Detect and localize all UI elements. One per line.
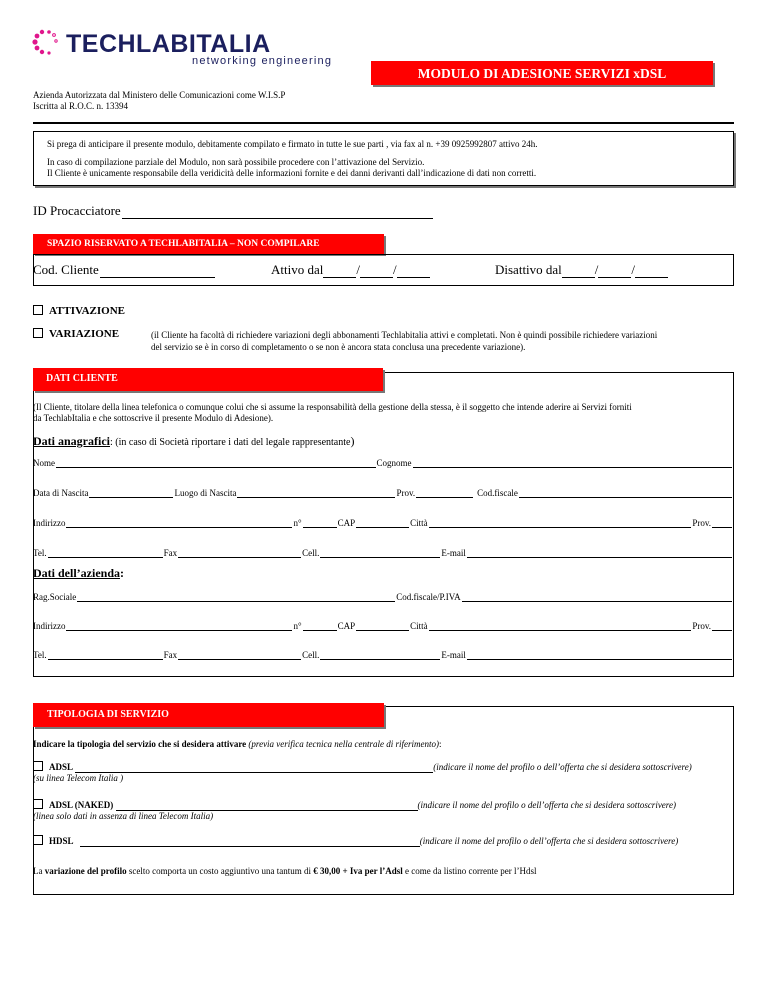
citta-label: Città xyxy=(410,518,428,528)
rag-sociale-row xyxy=(33,592,733,602)
attivo-dal-row xyxy=(271,262,430,278)
footer-text: e come da listino corrente per l’Hdsl xyxy=(402,866,537,876)
notice-box xyxy=(33,131,734,186)
nome-field[interactable] xyxy=(56,458,376,468)
azienda-heading xyxy=(33,566,124,581)
variazione-cost-note xyxy=(33,866,536,877)
notice-line: Il Cliente è unicamente responsabile della veridicità delle informazioni fornite e dei danni derivanti dall’indicazione di dati non corretti. xyxy=(47,168,537,178)
form-title: MODULO DI ADESIONE SERVIZI xDSL xyxy=(371,61,713,85)
attivazione-label: ATTIVAZIONE xyxy=(49,305,126,317)
date-slash: / xyxy=(356,262,360,277)
cf-piva-label: Cod.fiscale/P.IVA xyxy=(396,592,461,602)
adsl-label: ADSL xyxy=(49,762,74,772)
anagrafici-close: ) xyxy=(350,434,355,448)
hdsl-profile-field[interactable] xyxy=(80,837,420,847)
attivo-year-field[interactable] xyxy=(397,265,430,278)
cod-fiscale-label: Cod.fiscale xyxy=(477,488,518,498)
date-slash: / xyxy=(594,262,599,277)
brand-name: TECHLABITALIA xyxy=(66,30,271,58)
tipologia-intro-bold: Indicare la tipologia del servizio che si desidera attivare xyxy=(33,739,247,749)
attivo-month-field[interactable] xyxy=(360,265,393,278)
cod-cliente-row xyxy=(33,262,215,278)
nascita-row xyxy=(33,488,733,498)
prov-field[interactable] xyxy=(416,488,473,498)
reserved-banner: SPAZIO RISERVATO A TECHLABITALIA – NON COMPILARE xyxy=(33,234,384,254)
fax-field[interactable] xyxy=(178,548,301,558)
numero-label: n° xyxy=(293,518,302,528)
indirizzo-field[interactable] xyxy=(66,621,292,631)
adsl-naked-label: ADSL (NAKED) xyxy=(49,800,114,810)
cap-label: CAP xyxy=(337,518,356,528)
adsl-naked-hint: (indicare il nome del profilo o dell’offerta che si desidera sottoscrivere) xyxy=(417,800,676,810)
disattivo-day-field[interactable] xyxy=(562,265,595,278)
disattivo-year-field[interactable] xyxy=(635,265,668,278)
cell-field[interactable] xyxy=(320,650,440,660)
checkbox-icon[interactable] xyxy=(33,799,43,809)
variazione-note: del servizio se è in corso di completamento o se non è ancora stata conclusa una precedente variazione). xyxy=(151,342,526,352)
checkbox-icon[interactable] xyxy=(33,835,43,845)
dati-cliente-intro: da TechlabItalia e che sottoscrive il presente Modulo di Adesione). xyxy=(33,413,274,423)
indirizzo-field[interactable] xyxy=(66,518,292,528)
cognome-field[interactable] xyxy=(413,458,733,468)
fax-label: Fax xyxy=(163,548,178,558)
attivo-dal-label: Attivo dal xyxy=(271,262,324,277)
azienda-colon: : xyxy=(120,566,124,580)
disattivo-month-field[interactable] xyxy=(598,265,631,278)
email-label: E-mail xyxy=(441,548,466,558)
contatti-azienda-row xyxy=(33,650,733,660)
logo-dots-icon xyxy=(32,28,66,58)
hdsl-option[interactable] xyxy=(33,835,678,847)
adsl-profile-field[interactable] xyxy=(75,763,433,773)
data-nascita-label: Data di Nascita xyxy=(33,488,89,498)
adsl-naked-option[interactable] xyxy=(33,799,676,811)
numero-label: n° xyxy=(293,621,302,631)
citta-field[interactable] xyxy=(429,518,692,528)
tipologia-banner: TIPOLOGIA DI SERVIZIO xyxy=(33,703,384,727)
email-label: E-mail xyxy=(441,650,466,660)
prov-field[interactable] xyxy=(712,518,732,528)
numero-field[interactable] xyxy=(303,518,337,528)
data-nascita-field[interactable] xyxy=(89,488,173,498)
notice-line: Si prega di anticipare il presente modulo, debitamente compilato e firmato in tutte le sue parti , via fax al n. +39 0925992807 attivo 24h. xyxy=(47,139,538,149)
tel-field[interactable] xyxy=(48,548,163,558)
indirizzo-label: Indirizzo xyxy=(33,621,66,631)
tipologia-intro-end: : xyxy=(439,739,442,749)
checkbox-icon[interactable] xyxy=(33,761,43,771)
disattivo-dal-row xyxy=(495,262,668,278)
nome-row xyxy=(33,458,733,468)
notice-line: In caso di compilazione parziale del Modulo, non sarà possibile procedere con l’attivazione del Servizio. xyxy=(47,157,425,167)
tel-label: Tel. xyxy=(33,650,47,660)
footer-text: scelto comporta un costo aggiuntivo una tantum di xyxy=(126,866,314,876)
prov-field[interactable] xyxy=(712,621,732,631)
cf-piva-field[interactable] xyxy=(462,592,732,602)
cod-cliente-field[interactable] xyxy=(100,265,215,278)
cell-label: Cell. xyxy=(302,548,320,558)
indirizzo-row xyxy=(33,518,733,528)
rag-sociale-label: Rag.Sociale xyxy=(33,592,77,602)
tipologia-intro-italic: (previa verifica tecnica nella centrale di riferimento) xyxy=(248,739,440,749)
footer-text: La xyxy=(33,866,45,876)
id-procacciatore-row xyxy=(33,203,433,219)
hdsl-label: HDSL xyxy=(49,836,74,846)
roc-registration: Iscritta al R.O.C. n. 13394 xyxy=(33,101,128,111)
azienda-title: Dati dell’azienda xyxy=(33,566,120,580)
dati-cliente-intro: (Il Cliente, titolare della linea telefonica o comunque colui che si assume la responsabilità della gestione della stessa, è il soggetto che intende aderire ai Servizi forniti xyxy=(33,402,632,412)
header-divider xyxy=(33,122,734,124)
disattivo-dal-label: Disattivo dal xyxy=(495,262,562,277)
adsl-sub: (su linea Telecom Italia ) xyxy=(33,773,124,783)
adsl-naked-sub: (linea solo dati in assenza di linea Telecom Italia) xyxy=(33,811,214,821)
date-slash: / xyxy=(631,262,636,277)
contatti-row xyxy=(33,548,733,558)
cod-cliente-label: Cod. Cliente xyxy=(33,262,99,277)
brand-tagline: networking engineering xyxy=(192,55,333,67)
cod-fiscale-field[interactable] xyxy=(519,488,732,498)
indirizzo-azienda-row xyxy=(33,621,733,631)
email-field[interactable] xyxy=(467,650,732,660)
id-procacciatore-field[interactable] xyxy=(122,206,433,219)
cap-field[interactable] xyxy=(356,621,409,631)
footer-price: € 30,00 + Iva per l’Adsl xyxy=(313,866,403,876)
dati-cliente-banner: DATI CLIENTE xyxy=(33,368,383,391)
nome-label: Nome xyxy=(33,458,55,468)
cognome-label: Cognome xyxy=(376,458,412,468)
email-field[interactable] xyxy=(467,548,732,558)
cell-field[interactable] xyxy=(320,548,440,558)
adsl-naked-profile-field[interactable] xyxy=(116,801,418,811)
tel-label: Tel. xyxy=(33,548,47,558)
fax-field[interactable] xyxy=(178,650,301,660)
rag-sociale-field[interactable] xyxy=(77,592,395,602)
anagrafici-title: Dati anagrafici xyxy=(33,434,110,448)
variazione-note: (il Cliente ha facoltà di richiedere variazioni degli abbonamenti Techlabitalia attivi e completati. Non è quindi possibile richiedere variazioni xyxy=(151,330,658,340)
anagrafici-heading xyxy=(33,432,354,450)
id-procacciatore-label: ID Procacciatore xyxy=(33,203,121,218)
attivo-day-field[interactable] xyxy=(323,265,356,278)
prov-label: Prov. xyxy=(396,488,416,498)
date-slash: / xyxy=(392,262,397,277)
citta-field[interactable] xyxy=(429,621,692,631)
indirizzo-label: Indirizzo xyxy=(33,518,66,528)
tipologia-intro xyxy=(33,739,442,750)
cap-label: CAP xyxy=(337,621,356,631)
footer-bold: variazione del profilo xyxy=(44,866,127,876)
luogo-nascita-field[interactable] xyxy=(237,488,395,498)
tel-field[interactable] xyxy=(48,650,163,660)
citta-label: Città xyxy=(410,621,428,631)
cap-field[interactable] xyxy=(356,518,409,528)
luogo-nascita-label: Luogo di Nascita xyxy=(174,488,237,498)
attivazione-option[interactable] xyxy=(33,305,125,317)
checkbox-icon[interactable] xyxy=(33,328,43,338)
variazione-option[interactable] xyxy=(33,328,119,340)
numero-field[interactable] xyxy=(303,621,337,631)
prov-label: Prov. xyxy=(692,518,711,528)
prov-label: Prov. xyxy=(692,621,711,631)
adsl-hint: (indicare il nome del profilo o dell’offerta che si desidera sottoscrivere) xyxy=(433,762,692,772)
adsl-option[interactable] xyxy=(33,761,692,773)
cell-label: Cell. xyxy=(302,650,320,660)
anagrafici-note: : (in caso di Società riportare i dati del legale rappresentante xyxy=(110,437,351,448)
variazione-label: VARIAZIONE xyxy=(49,328,120,340)
hdsl-hint: (indicare il nome del profilo o dell’offerta che si desidera sottoscrivere) xyxy=(419,836,679,846)
authorization-text: Azienda Autorizzata dal Ministero delle Comunicazioni come W.I.S.P xyxy=(33,90,286,100)
checkbox-icon[interactable] xyxy=(33,305,43,315)
fax-label: Fax xyxy=(163,650,178,660)
